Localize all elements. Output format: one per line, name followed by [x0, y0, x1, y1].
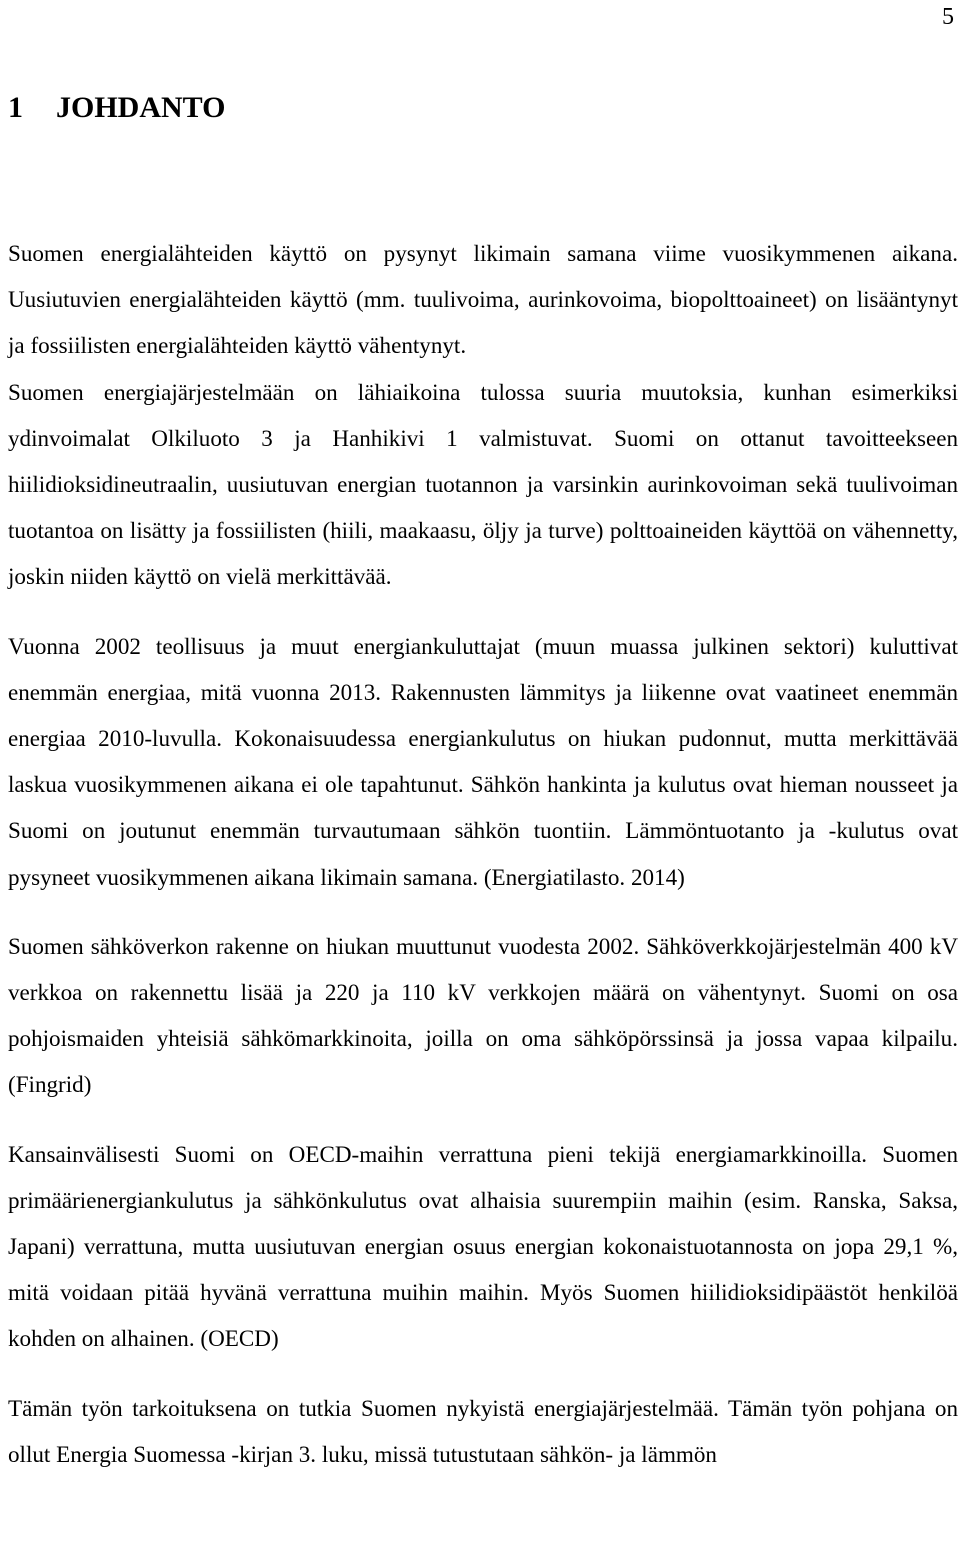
paragraph-energy-sources: Suomen energialähteiden käyttö on pysynyt likimain samana viime vuosikymmenen aikana. Uusiutuvien energialähteiden käyttö (mm. tuulivoima, aurinkovoima, biopolttoaineet) on lisääntynyt ja fossiilisten energialähteiden käyttö vähentynyt.: [8, 240, 958, 359]
chapter-number: 1: [8, 91, 23, 124]
paragraph-international-comparison: Kansainvälisesti Suomi on OECD-maihin verrattuna pieni tekijä energiamarkkinoilla. Suomen primäärienergiankulutus ja sähkönkulutus ovat alhaisia suurempiin maihin (esim. Ranska, Saksa, Japani) verrattuna, mutta uusiutuvan energian osuus energian kokonaistuotannosta on jopa 29,1 %, mitä voidaan pitää hyvänä verrattuna muihin maihin. Myös Suomen hiilidioksidipäästöt henkilöä kohden on alhainen. (OECD): [8, 1140, 958, 1352]
chapter-heading: [8, 88, 225, 128]
chapter-title: JOHDANTO: [56, 91, 226, 124]
body-text: [8, 230, 958, 1500]
paragraph-energy-system-changes: Suomen energiajärjestelmään on lähiaikoina tulossa suuria muutoksia, kunhan esimerkiksi ydinvoimalat Olkiluoto 3 ja Hanhikivi 1 valmistuvat. Suomi on ottanut tavoitteekseen hiilidioksidineutraalin, uusiutuvan energian tuotannon ja varsinkin aurinkovoiman sekä tuulivoiman tuotantoa on lisätty ja fossiilisten (hiili, maakaasu, öljy ja turve) polttoaineiden käyttöä on vähennetty, joskin niiden käyttö on vielä merkittävää.: [8, 378, 958, 590]
paragraph-energy-consumption: Vuonna 2002 teollisuus ja muut energiankuluttajat (muun muassa julkinen sektori) kuluttivat enemmän energiaa, mitä vuonna 2013. Rakennusten lämmitys ja liikenne ovat vaatineet enemmän energiaa 2010-luvulla. Kokonaisuudessa energiankulutus on hiukan pudonnut, mutta merkittävää laskua vuosikymmenen aikana ei ole tapahtunut. Sähkön hankinta ja kulutus ovat hieman nousseet ja Suomi on joutunut enemmän turvautumaan sähkön tuontiin. Lämmöntuotanto ja -kulutus ovat pysyneet vuosikymmenen aikana likimain samana. (Energiatilasto. 2014): [8, 632, 958, 890]
paragraph-work-purpose: Tämän työn tarkoituksena on tutkia Suomen nykyistä energiajärjestelmää. Tämän työn pohjana on ollut Energia Suomessa -kirjan 3. luku, missä tutustutaan sähkön- ja lämmön: [8, 1394, 958, 1467]
page-number: 5: [942, 4, 954, 30]
paragraph-electricity-grid: Suomen sähköverkon rakenne on hiukan muuttunut vuodesta 2002. Sähköverkkojärjestelmän 400 kV verkkoa on rakennettu lisää ja 220 ja 110 kV verkkojen määrä on vähentynyt. Suomi on osa pohjoismaiden yhteisiä sähkömarkkinoita, joilla on oma sähköpörssinsä ja jossa vapaa kilpailu. (Fingrid): [8, 932, 958, 1098]
